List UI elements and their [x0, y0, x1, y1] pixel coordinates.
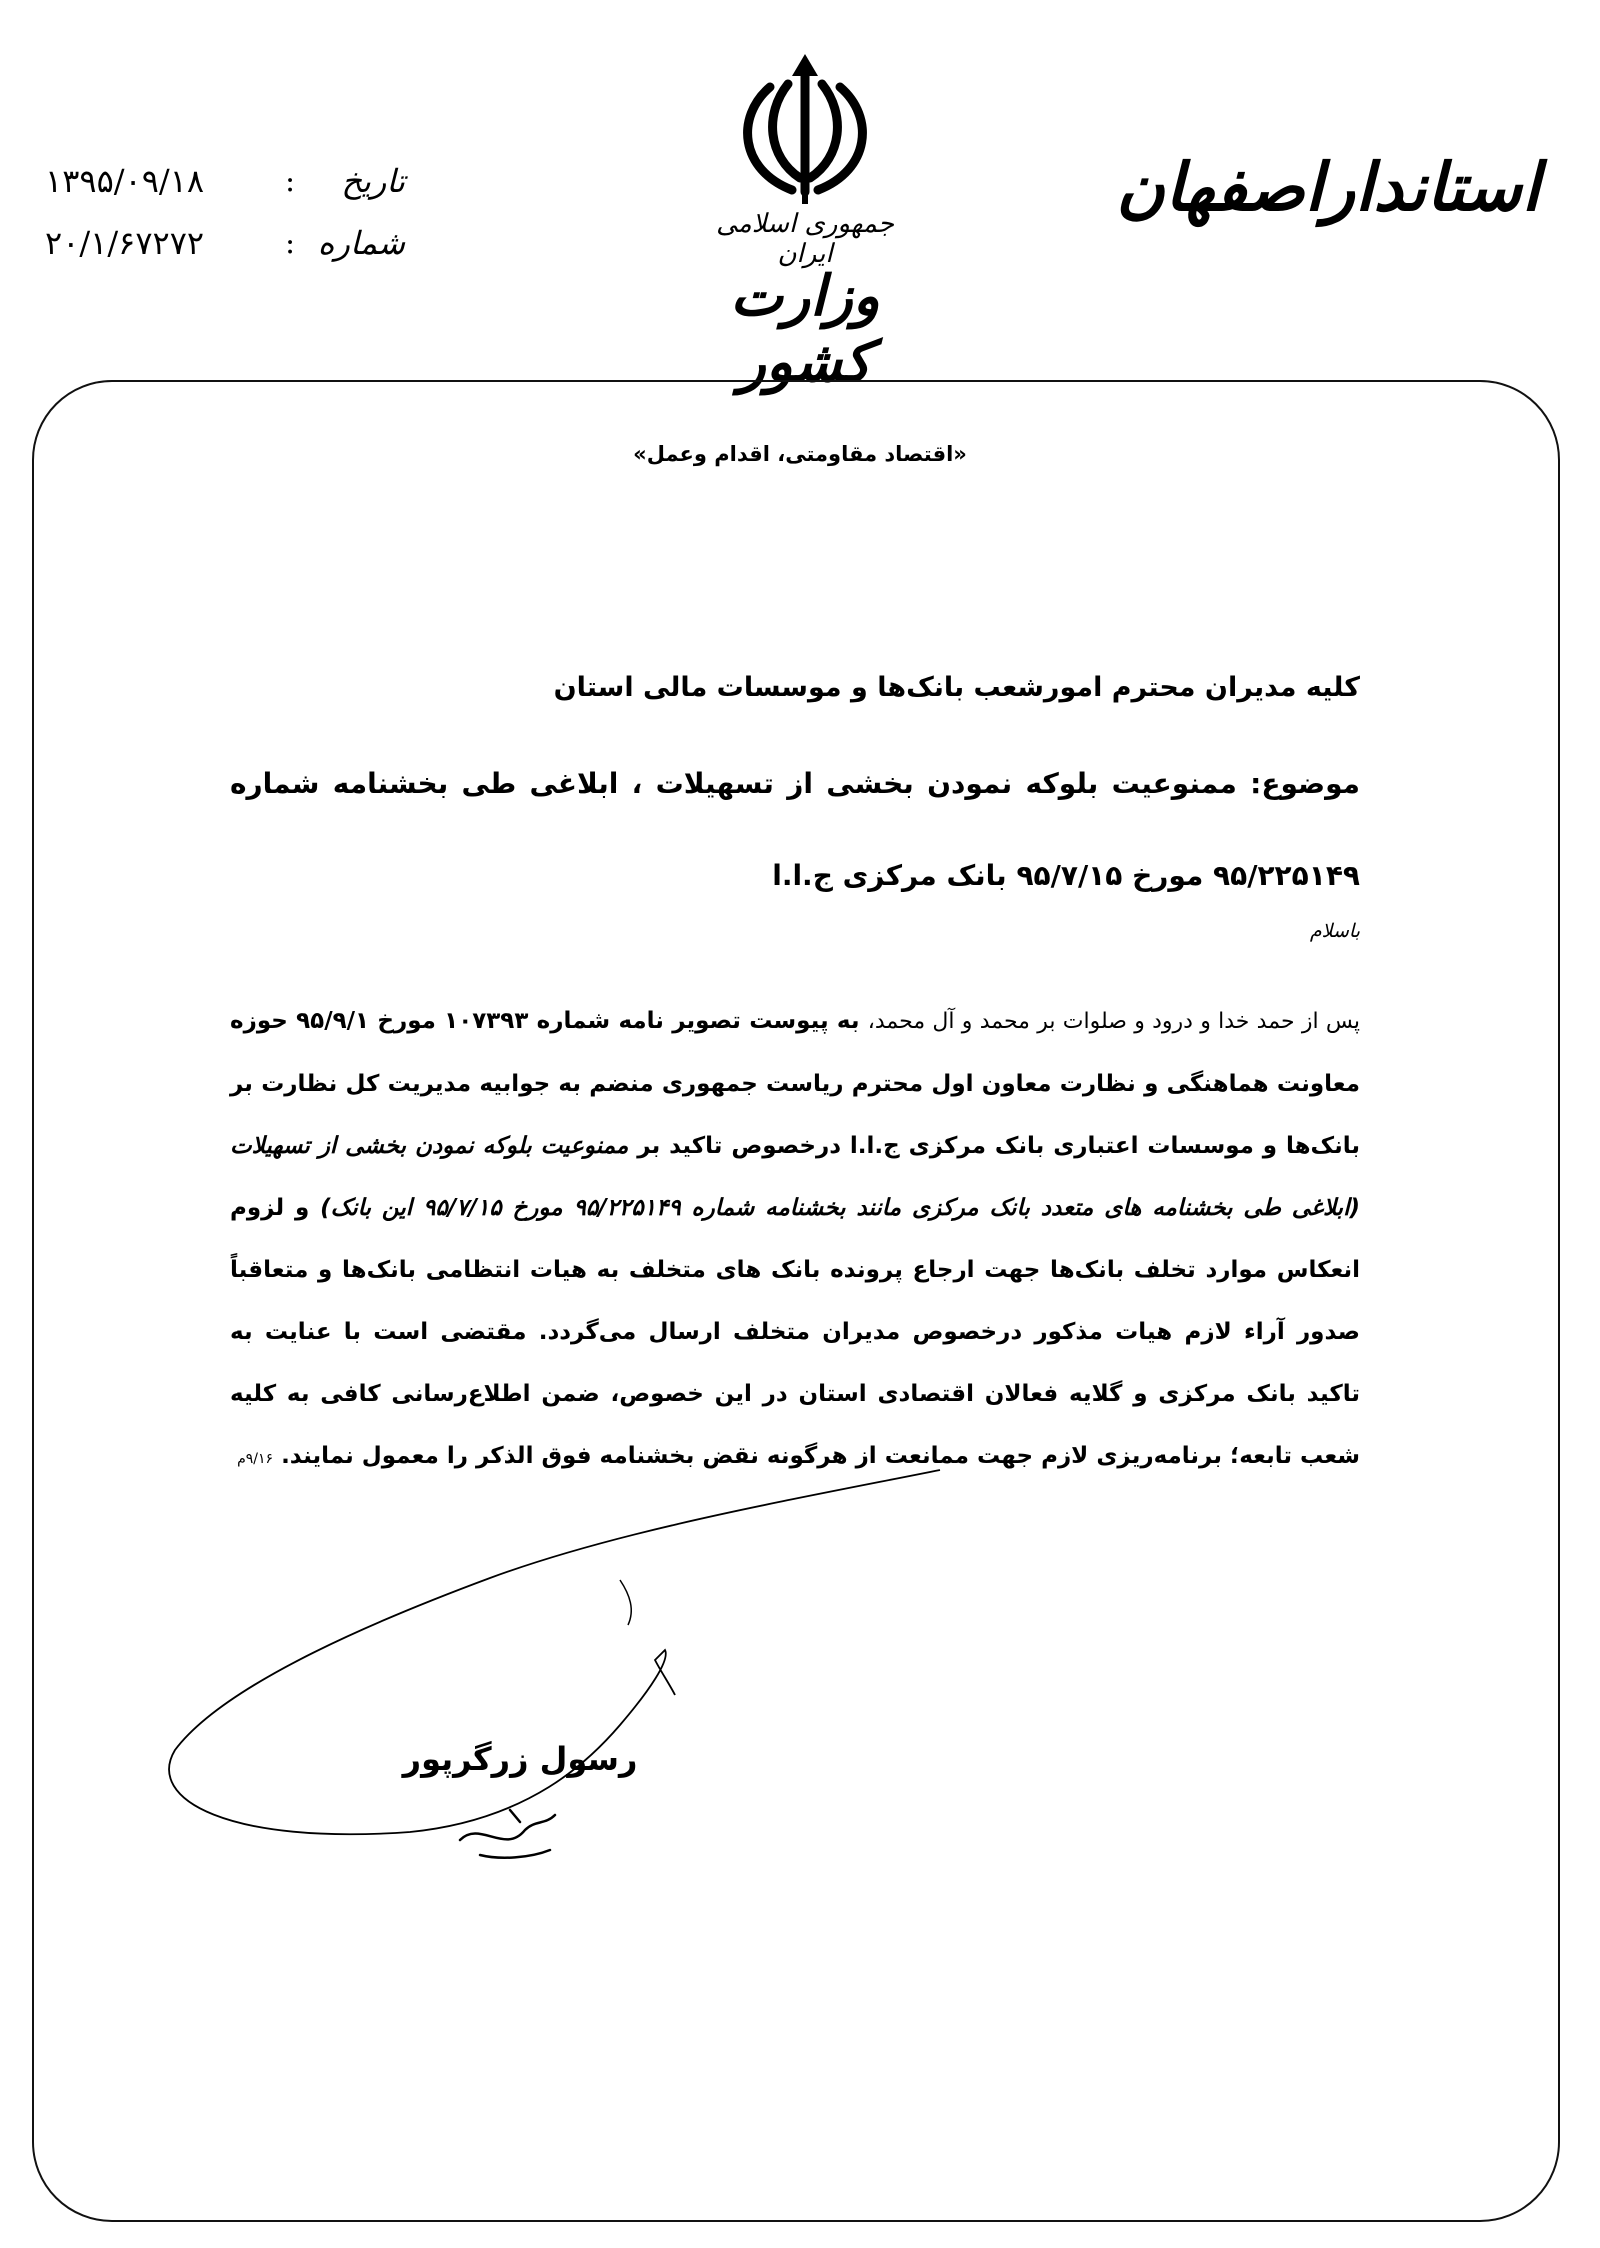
province-title: استانداراصفهان	[1116, 148, 1540, 226]
slogan: «اقتصاد مقاومتی، اقدام وعمل»	[633, 442, 967, 466]
date-row	[45, 150, 405, 212]
handwritten-signature-icon	[450, 1800, 570, 1870]
body-part-1: به پیوست تصویر نامه شماره ۱۰۷۳۹۳ مورخ ۹۵/۹/۱ حوزه معاونت هماهنگی و نظارت معاون اول محترم ریاست جمهوری منضم به جوابیه مدیریت کل نظارت بر بانک‌ها و موسسات اعتباری بانک مرکزی ج.ا.ا درخصوص تاکید بر	[230, 1008, 1361, 1159]
salutation: باسلام	[1309, 920, 1360, 942]
date-colon: :	[284, 163, 296, 199]
body-emphasis: ممنوعیت بلوکه نمودن بخشی از تسهیلات (ابلاغی طی بخشنامه های متعدد بانک مرکزی مانند بخشنامه شماره ۹۵/۲۲۵۱۴۹ مورخ ۹۵/۷/۱۵ این بانک)	[230, 1133, 1360, 1221]
addressee: کلیه مدیران محترم امورشعب بانک‌ها و موسسات مالی استان	[553, 672, 1360, 703]
body-reference: ۹/۱۶م	[237, 1451, 274, 1467]
iran-emblem-icon	[730, 52, 880, 207]
letterhead-emblem	[690, 52, 920, 395]
number-value: ۲۰/۱/۶۷۲۷۲	[45, 224, 205, 262]
ministry-title: وزارت کشور	[730, 263, 880, 395]
letter-body	[230, 990, 1360, 1490]
body-intro: پس از حمد خدا و درود و صلوات بر محمد و آل محمد،	[867, 1009, 1361, 1034]
signer-name: رسول زرگرپور	[402, 1740, 638, 1778]
number-label: شماره	[317, 224, 405, 262]
republic-caption: جمهوری اسلامی ایران	[716, 209, 894, 269]
number-row	[45, 212, 405, 274]
body-part-2: و لزوم انعکاس موارد تخلف بانک‌ها جهت ارجاع پرونده بانک های متخلف به هیات انتظامی بانک‌ها و متعاقباً صدور آراء لازم هیات مذکور درخصوص مدیران متخلف ارسال می‌گردد. مقتضی است با عنایت به تاکید بانک مرکزی و گلایه فعالان اقتصادی استان در این خصوص، ضمن اطلاع‌رسانی کافی به کلیه شعب تابعه؛ برنامه‌ریزی لازم جهت ممانعت از هرگونه نقض بخشنامه فوق الذکر را معمول نمایند.	[230, 1195, 1360, 1469]
letter-meta	[45, 150, 405, 274]
subject-line: موضوع: ممنوعیت بلوکه نمودن بخشی از تسهیلات ، ابلاغی طی بخشنامه شماره ۹۵/۲۲۵۱۴۹ مورخ ۹۵/۷/۱۵ بانک مرکزی ج.ا.ا	[230, 767, 1360, 892]
number-colon: :	[284, 225, 296, 261]
date-value: ۱۳۹۵/۰۹/۱۸	[45, 162, 205, 200]
date-label: تاریخ	[341, 162, 405, 200]
